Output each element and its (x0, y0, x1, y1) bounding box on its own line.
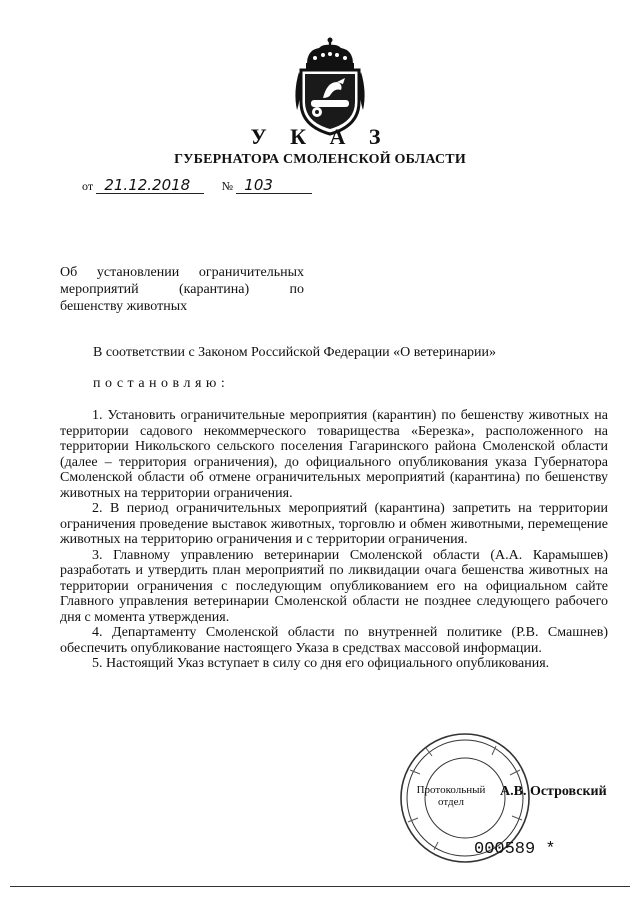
stamp-line: Протокольный (416, 784, 486, 796)
document-subtitle: ГУБЕРНАТОРА СМОЛЕНСКОЙ ОБЛАСТИ (174, 152, 466, 167)
decree-paragraph: 5. Настоящий Указ вступает в силу со дня его официального опубликования. (92, 656, 550, 671)
coat-of-arms-emblem (293, 36, 367, 136)
subject-line: Об установлении ограничительных (60, 265, 304, 280)
subject-line: бешенству животных (60, 299, 188, 314)
subject-line: мероприятий (карантина) по (60, 282, 304, 297)
decree-paragraph: 4. Департаменту Смоленской области по внутренней политике (Р.В. Смашнев) обеспечить опубликование настоящего Указа в средствах массовой информации. (60, 625, 608, 656)
page-bottom-rule (10, 886, 630, 887)
decree-subject (60, 264, 304, 315)
date-label: от (82, 179, 94, 193)
preamble: В соответствии с Законом Российской Федерации «О ветеринарии» (93, 345, 497, 360)
decree-word: постановляю: (93, 376, 230, 391)
document-title: У К А З (250, 124, 390, 149)
decree-paragraph: 2. В период ограничительных мероприятий (карантина) запретить на территории ограничения проведение выставок животных, торговлю и обмен животными, перемещение животных на территорию ограничения и с территории ограничения. (60, 501, 608, 547)
handwritten-date: 21.12.2018 (96, 178, 204, 194)
signatory-name: А.В. Островский (500, 784, 607, 799)
decree-body (60, 408, 608, 672)
stamp-inner-text (416, 784, 486, 808)
handwritten-number: 103 (236, 178, 312, 194)
decree-paragraph: 1. Установить ограничительные мероприятия (карантин) по бешенству животных на территории садового некоммерческого товарищества «Березка», расположенного на территории Никольского сельского поселения Гагаринского района Смоленской области (далее – территория ограничения), до официального опубликования указа Губернатора Смоленской области об отмене ограничительных мероприятий (карантина) по бешенству животных на территории ограничения. (60, 408, 608, 501)
number-label: № (221, 179, 234, 193)
stamp-line: отдел (438, 796, 464, 808)
date-number-row (82, 178, 312, 194)
registration-number: 000589 * (474, 840, 556, 859)
decree-paragraph: 3. Главному управлению ветеринарии Смоленской области (А.А. Карамышев) разработать и утвердить план мероприятий по ликвидации очага бешенства животных на территории ограничения с последующим опубликованием его на официальном сайте Главного управления ветеринарии Смоленской области не позднее следующего рабочего дня с момента утверждения. (60, 547, 608, 625)
